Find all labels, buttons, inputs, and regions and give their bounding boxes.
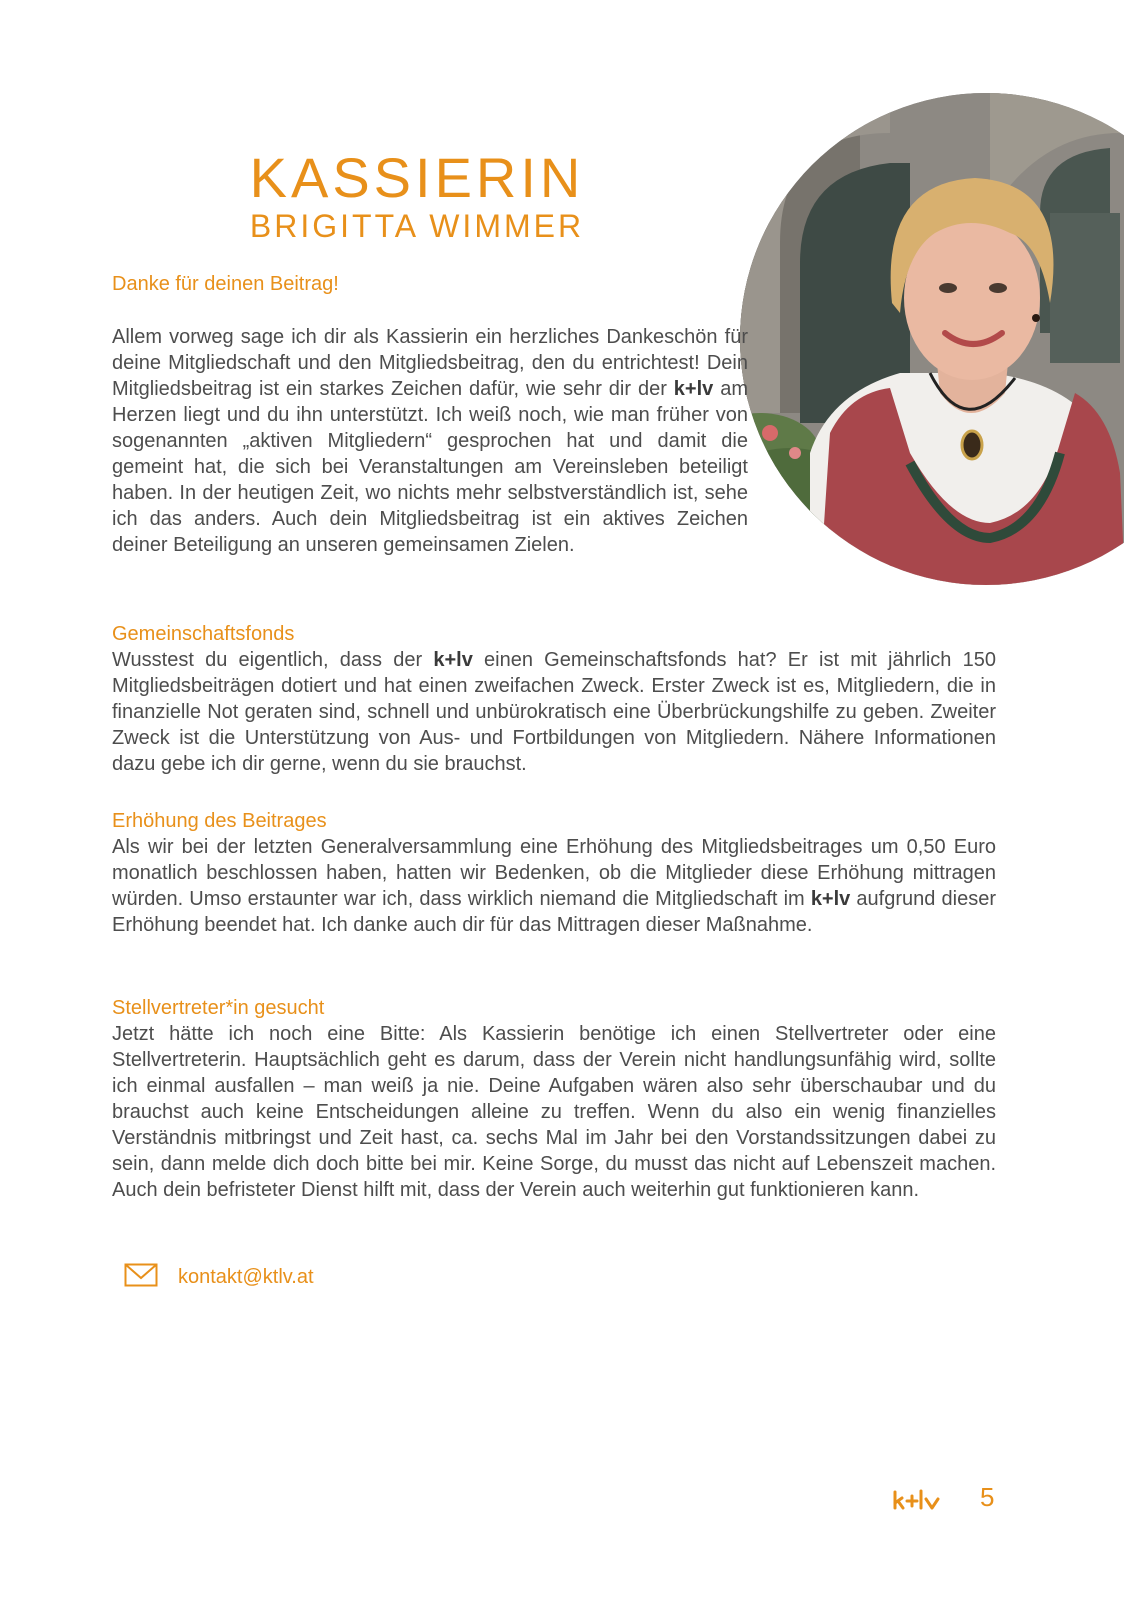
intro-text [112, 324, 748, 558]
increase-text-part: Als wir bei der letzten Generalversammlung eine Erhöhung des Mitgliedsbeitrages um 0,50 Euro monatlich beschlossen haben, hatten wir Bedenken, ob die Mitglieder diese Erhöhung mittragen würden. Umso erstaunter war ich, dass wirklich niemand die Mitgliedschaft im [112, 836, 996, 910]
increase-heading: Erhöhung des Beitrages [112, 810, 327, 832]
intro-heading: Danke für deinen Beitrag! [112, 273, 339, 295]
page-edge [1124, 0, 1132, 1600]
increase-text [112, 834, 996, 938]
page-title [214, 146, 620, 244]
intro-text-part: Allem vorweg sage ich dir als Kassierin ein herzliches Dankeschön für deine Mitgliedschaft und den Mitgliedsbeitrag, den du entrichtest! Dein Mitgliedsbeitrag ist ein starkes Zeichen dafür, wie sehr dir der [112, 326, 748, 400]
deputy-text: Jetzt hätte ich noch eine Bitte: Als Kassierin benötige ich einen Stellvertreter oder eine Stellvertreterin. Hauptsächlich geht es darum, dass der Verein nicht handlungsunfähig wird, sollte ich einmal ausfallen – man weiß ja nie. Deine Aufgaben wären also sehr überschaubar und du brauchst auch keine Entscheidungen alleine zu treffen. Wenn du also ein wenig finanzielles Verständnis mitbringst und Zeit hast, ca. sechs Mal im Jahr bei den Vorstandssitzungen dabei zu sein, dann melde dich doch bitte bei mir. Keine Sorge, du musst das nicht auf Lebenszeit machen. Auch dein befristeter Dienst hilft mit, dass der Verein auch weiterhin gut funktionieren kann. [112, 1023, 996, 1201]
ktlv-logo [892, 1488, 942, 1512]
person-name: BRIGITTA WIMMER [249, 208, 585, 244]
mail-icon [124, 1263, 158, 1292]
fund-text [112, 647, 996, 777]
increase-text-part: aufgrund dieser Erhöhung beendet hat. Ich danke auch dir für das Mittragen dieser Maßnahme. [112, 888, 996, 936]
fund-text-part: einen Gemeinschaftsfonds hat? Er ist mit jährlich 150 Mitgliedsbeiträgen dotiert und hat einen zweifachen Zweck. Erster Zweck ist es, Mitgliedern, die in finanzielle Not geraten sind, schnell und unbürokratisch eine Überbrückungshilfe zu geben. Zweiter Zweck ist die Unterstützung von Aus- und Fortbildungen von Mitgliedern. Nähere Informationen dazu gebe ich dir gerne, wenn du sie brauchst. [112, 649, 996, 775]
contact-row [124, 1263, 314, 1292]
portrait-photo [740, 93, 1132, 585]
fund-heading: Gemeinschaftsfonds [112, 623, 295, 645]
brand-name: k+lv [673, 378, 714, 400]
deputy-heading: Stellvertreter*in gesucht [112, 997, 325, 1019]
brand-name: k+lv [810, 888, 851, 910]
intro-text-part: am Herzen liegt und du ihn unterstützt. Ich weiß noch, wie man früher von sogenannten „aktiven Mitgliedern“ gesprochen hat und damit die gemeint hat, die sich bei Veranstaltungen am Vereinsleben beteiligt haben. In der heutigen Zeit, wo nichts mehr selbstverständlich ist, sehe ich das anders. Auch dein Mitgliedsbeitrag ist ein aktives Zeichen deiner Beteiligung an unseren gemeinsamen Zielen. [112, 378, 748, 556]
page-number: 5 [980, 1482, 995, 1512]
email-link[interactable]: kontakt@ktlv.at [178, 1266, 314, 1288]
brand-name: k+lv [433, 649, 473, 671]
role-title: KASSIERIN [249, 146, 585, 209]
fund-text-part: Wusstest du eigentlich, dass der [112, 649, 434, 671]
